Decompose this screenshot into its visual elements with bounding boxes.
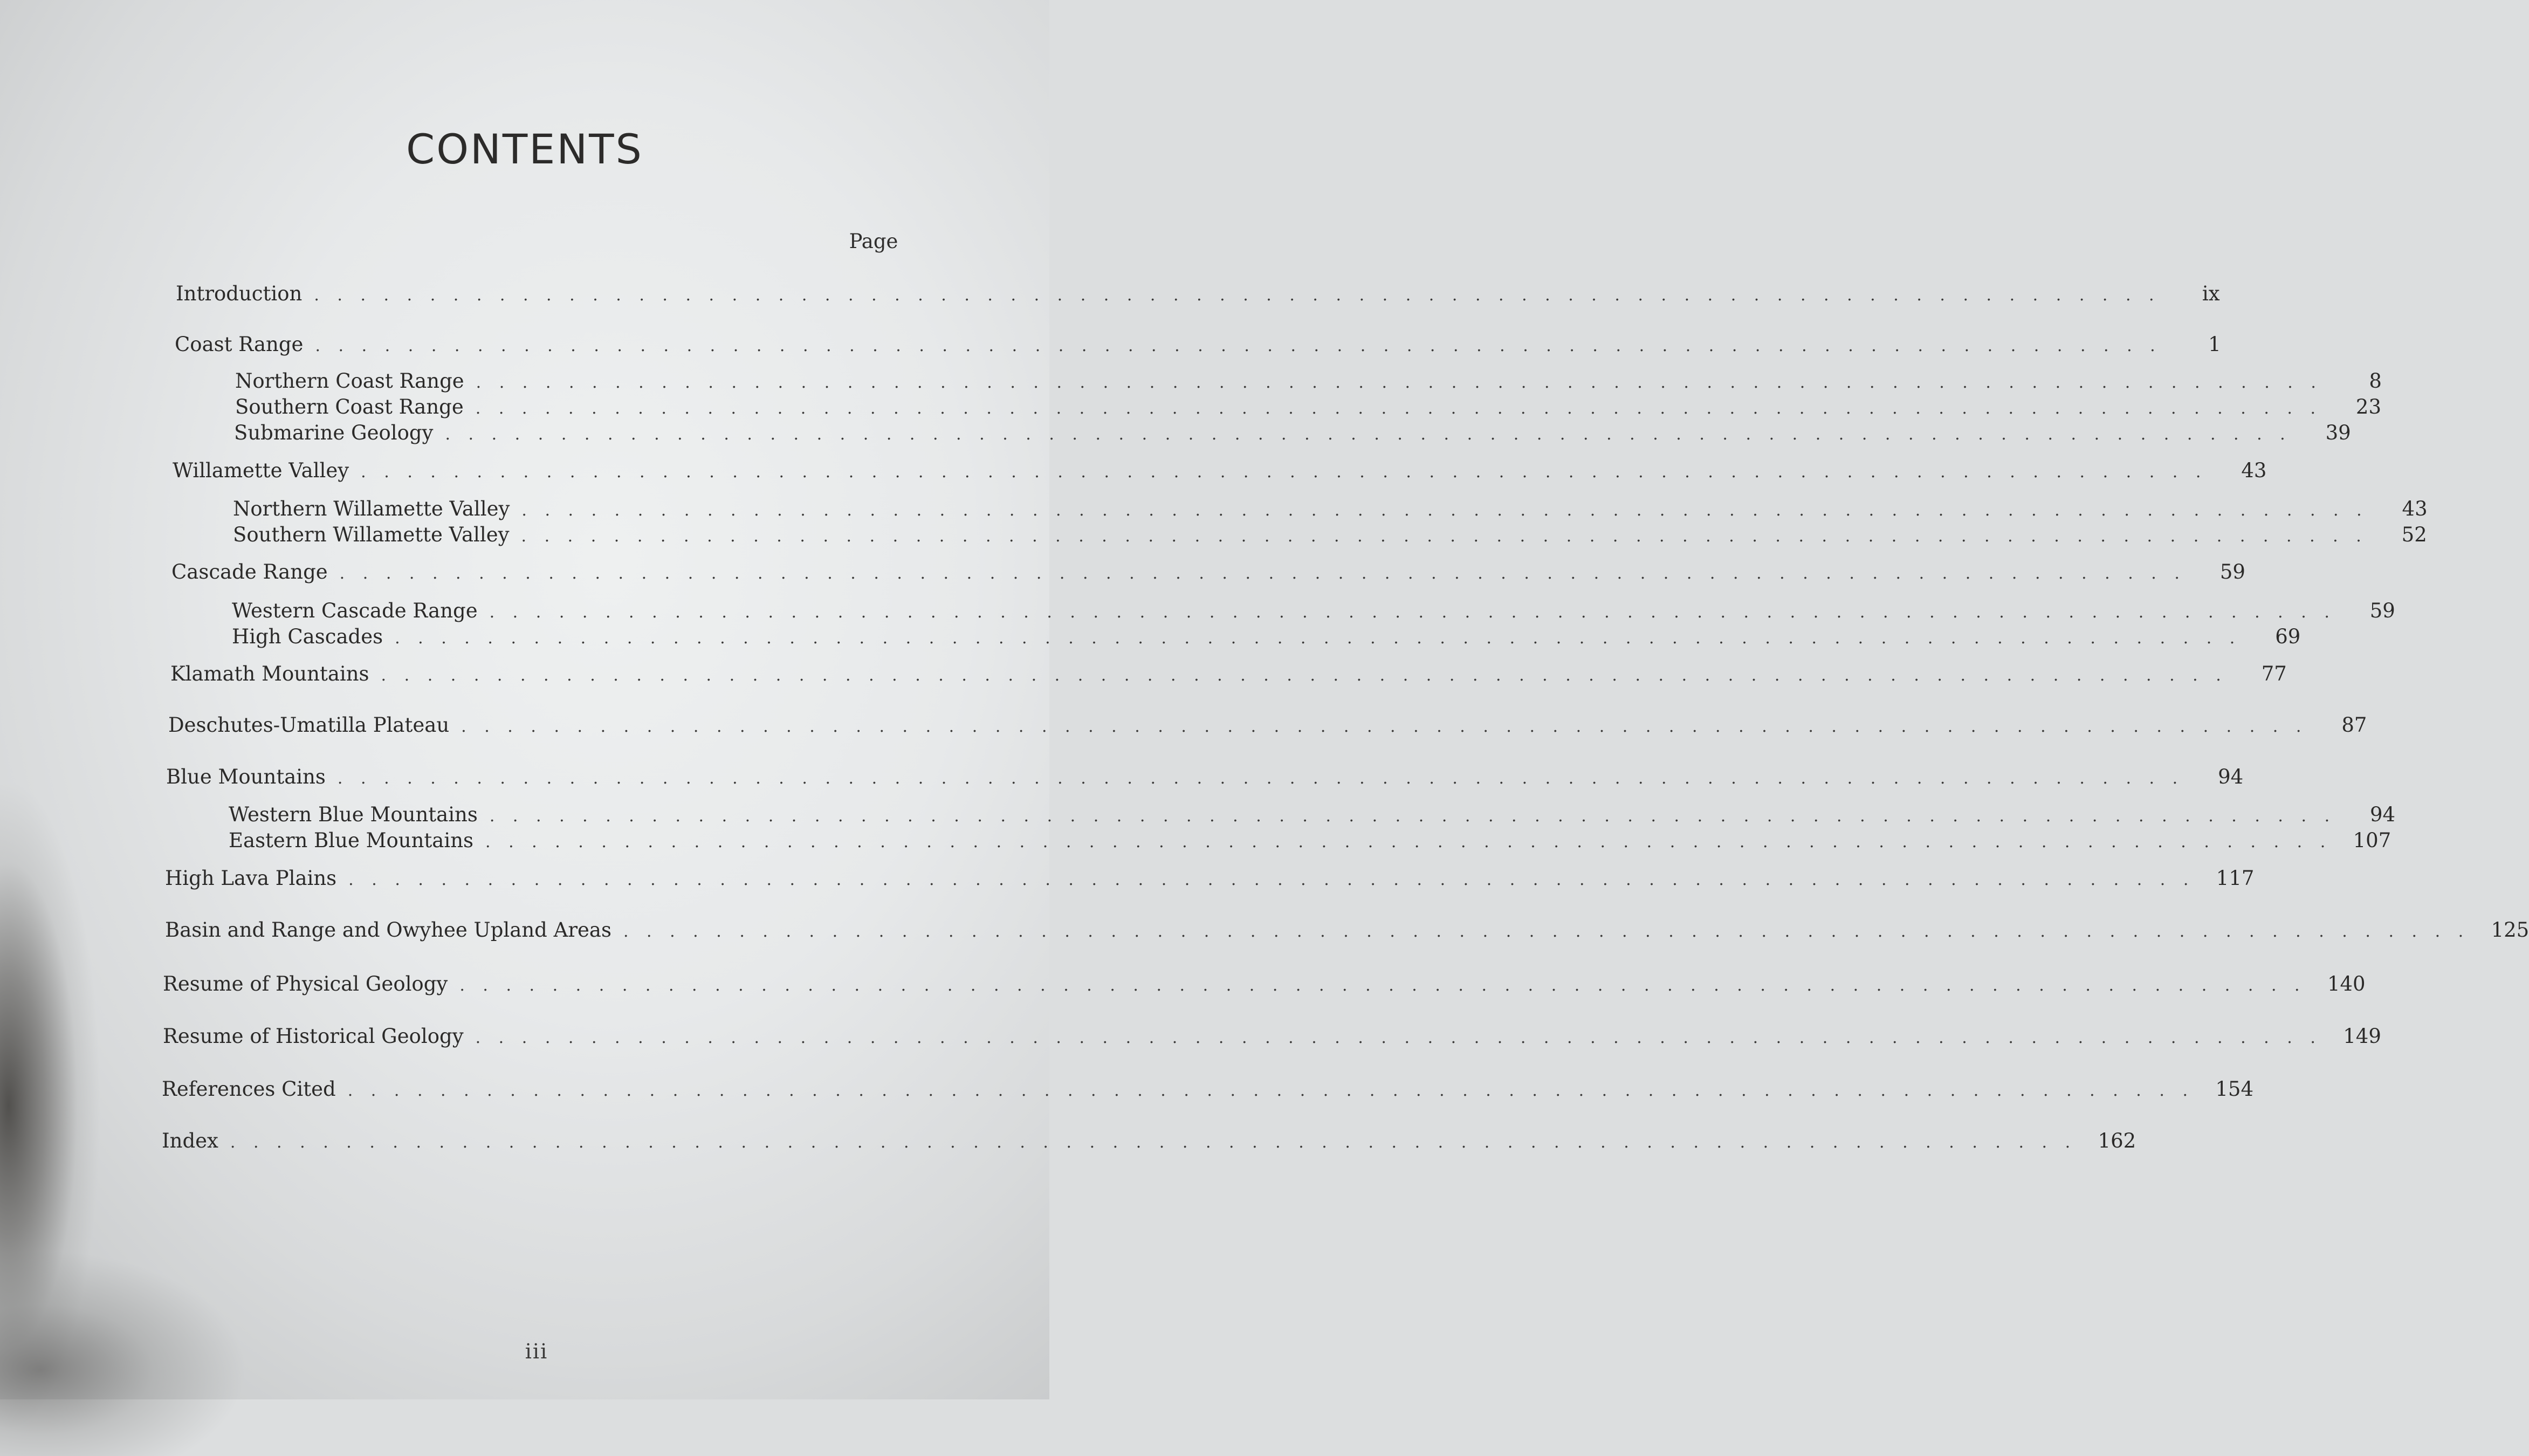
toc-entry-page: 107 (2353, 829, 2391, 852)
toc-entry-title: Eastern Blue Mountains (229, 829, 474, 852)
page-column-label: Page (849, 230, 898, 253)
toc-entry-page: 59 (2219, 560, 2245, 583)
toc-entry-page: 77 (2261, 662, 2287, 685)
toc-entry-title: High Lava Plains (165, 867, 337, 890)
dot-leader: . . . . . . . . . . . . . . . . . . . . . . . . . . . . . . . . . . . . . . . . . . . . . . . . . . . . . . . . . . . . . . . . . . . . . . . . . . . . . . . . (230, 1133, 2077, 1152)
toc-entry (163, 972, 2366, 999)
toc-entry-title: Deschutes-Umatilla Plateau (168, 713, 450, 737)
toc-entry (170, 662, 2287, 689)
toc-entry-title: Resume of Historical Geology (163, 1025, 464, 1048)
toc-entry-page: 154 (2215, 1077, 2253, 1101)
toc-entry-page: 59 (2369, 599, 2395, 622)
toc-entry-page: 52 (2401, 523, 2427, 546)
dot-leader: . . . . . . . . . . . . . . . . . . . . . . . . . . . . . . . . . . . . . . . . . . . . . . . . . . . . . . . . . . . . . . . . . . . . . . . . . . . . . . . . (315, 336, 2162, 355)
dot-leader: . . . . . . . . . . . . . . . . . . . . . . . . . . . . . . . . . . . . . . . . . . . . . . . . . . . . . . . . . . . . . . . . . . . . . . . . . . . . . . . . (337, 769, 2184, 788)
dot-leader: . . . . . . . . . . . . . . . . . . . . . . . . . . . . . . . . . . . . . . . . . . . . . . . . . . . . . . . . . . . . . . . . . . . . . . . . . . . . . . . . (314, 286, 2161, 305)
toc-entry (232, 599, 2395, 626)
toc-entry (166, 765, 2244, 792)
dot-leader: . . . . . . . . . . . . . . . . . . . . . . . . . . . . . . . . . . . . . . . . . . . . . . . . . . . . . . . . . . . . . . . . . . . . . . . . . . . . . . . . (461, 717, 2308, 736)
toc-entry (233, 523, 2427, 550)
toc-entry (233, 497, 2428, 524)
toc-entry-title: Western Cascade Range (232, 599, 478, 622)
toc-entry (165, 867, 2255, 894)
toc-entry (163, 1025, 2381, 1052)
toc-entry (229, 803, 2396, 830)
toc-entry-title: Western Blue Mountains (229, 803, 478, 826)
toc-entry-title: Introduction (176, 282, 303, 305)
toc-entry-page: 39 (2325, 421, 2351, 444)
toc-entry-page: 87 (2341, 713, 2367, 737)
toc-entry-title: High Cascades (232, 625, 383, 648)
toc-entry (235, 369, 2382, 396)
toc-entry-page: 8 (2369, 369, 2382, 393)
toc-entry-page: 1 (2208, 333, 2221, 356)
page-number: iii (525, 1340, 548, 1363)
toc-entry (235, 395, 2382, 422)
toc-entry-page: 162 (2098, 1129, 2136, 1152)
dot-leader: . . . . . . . . . . . . . . . . . . . . . . . . . . . . . . . . . . . . . . . . . . . . . . . . . . . . . . . . . . . . . . . . . . . . . . . . . . . . . . . . (489, 603, 2336, 622)
dot-leader: . . . . . . . . . . . . . . . . . . . . . . . . . . . . . . . . . . . . . . . . . . . . . . . . . . . . . . . . . . . . . . . . . . . . . . . . . . . . . . . . (459, 976, 2306, 995)
toc-entry-page: 149 (2343, 1025, 2381, 1048)
toc-entry (234, 421, 2351, 448)
toc-entry (176, 282, 2220, 309)
dot-leader: . . . . . . . . . . . . . . . . . . . . . . . . . . . . . . . . . . . . . . . . . . . . . . . . . . . . . . . . . . . . . . . . . . . . . . . . . . . . . . . . (395, 629, 2242, 648)
toc-entry-page: 117 (2216, 867, 2255, 890)
toc-entry-title: Cascade Range (171, 560, 328, 583)
dot-leader: . . . . . . . . . . . . . . . . . . . . . . . . . . . . . . . . . . . . . . . . . . . . . . . . . . . . . . . . . . . . . . . . . . . . . . . . . . . . . . . . (445, 425, 2292, 444)
toc-entry-page: ix (2202, 282, 2220, 305)
toc-entry-title: Resume of Physical Geology (163, 972, 448, 995)
dot-leader: . . . . . . . . . . . . . . . . . . . . . . . . . . . . . . . . . . . . . . . . . . . . . . . . . . . . . . . . . . . . . . . . . . . . . . . . . . . . . . . . (476, 373, 2322, 392)
toc-entry (232, 625, 2301, 652)
toc-entry (175, 333, 2221, 360)
toc-entry (162, 1129, 2136, 1156)
toc-entry-title: Northern Coast Range (235, 369, 464, 393)
toc-entry-title: Southern Coast Range (235, 395, 464, 418)
toc-entry-page: 125 (2491, 918, 2529, 942)
toc-entry-page: 94 (2218, 765, 2244, 788)
dot-leader: . . . . . . . . . . . . . . . . . . . . . . . . . . . . . . . . . . . . . . . . . . . . . . . . . . . . . . . . . . . . . . . . . . . . . . . . . . . . . . . . (381, 666, 2228, 685)
toc-entry-title: Coast Range (175, 333, 304, 356)
page-title: CONTENTS (406, 125, 643, 173)
toc-entry (162, 1077, 2253, 1104)
dot-leader: . . . . . . . . . . . . . . . . . . . . . . . . . . . . . . . . . . . . . . . . . . . . . . . . . . . . . . . . . . . . . . . . . . . . . . . . . . . . . . . . (521, 527, 2368, 546)
dot-leader: . . . . . . . . . . . . . . . . . . . . . . . . . . . . . . . . . . . . . . . . . . . . . . . . . . . . . . . . . . . . . . . . . . . . . . . . . . . . . . . . (361, 463, 2208, 482)
toc-entry-title: Blue Mountains (166, 765, 326, 788)
dot-leader: . . . . . . . . . . . . . . . . . . . . . . . . . . . . . . . . . . . . . . . . . . . . . . . . . . . . . . . . . . . . . . . . . . . . . . . . . . . . . . . . (347, 1081, 2194, 1100)
toc-entry (168, 713, 2367, 740)
toc-entry-title: Index (162, 1129, 218, 1152)
dot-leader: . . . . . . . . . . . . . . . . . . . . . . . . . . . . . . . . . . . . . . . . . . . . . . . . . . . . . . . . . . . . . . . . . . . . . . . . . . . . . . . . (489, 807, 2336, 826)
toc-entry-title: Southern Willamette Valley (233, 523, 510, 546)
toc-entry (165, 918, 2529, 945)
dot-leader: . . . . . . . . . . . . . . . . . . . . . . . . . . . . . . . . . . . . . . . . . . . . . . . . . . . . . . . . . . . . . . . . . . . . . . . . . . . . . . . . (475, 399, 2322, 418)
toc-entry-title: References Cited (162, 1077, 336, 1101)
toc-entry-title: Willamette Valley (173, 459, 349, 482)
dot-leader: . . . . . . . . . . . . . . . . . . . . . . . . . . . . . . . . . . . . . . . . . . . . . . . . . . . . . . . . . . . . . . . . . . . . . . . . . . . . . . . . (623, 922, 2470, 941)
toc-entry-title: Basin and Range and Owyhee Upland Areas (165, 918, 611, 942)
toc-entry-page: 94 (2370, 803, 2396, 826)
toc-entry (229, 829, 2391, 856)
toc-entry-page: 69 (2275, 625, 2301, 648)
toc-entry-page: 43 (2241, 459, 2267, 482)
dot-leader: . . . . . . . . . . . . . . . . . . . . . . . . . . . . . . . . . . . . . . . . . . . . . . . . . . . . . . . . . . . . . . . . . . . . . . . . . . . . . . . . (475, 1028, 2322, 1047)
toc-entry-title: Klamath Mountains (170, 662, 369, 685)
toc-entry-page: 23 (2355, 395, 2382, 418)
toc-entry-page: 43 (2402, 497, 2428, 520)
toc-entry (171, 560, 2245, 587)
dot-leader: . . . . . . . . . . . . . . . . . . . . . . . . . . . . . . . . . . . . . . . . . . . . . . . . . . . . . . . . . . . . . . . . . . . . . . . . . . . . . . . . (485, 833, 2332, 851)
toc-entry (173, 459, 2267, 486)
dot-leader: . . . . . . . . . . . . . . . . . . . . . . . . . . . . . . . . . . . . . . . . . . . . . . . . . . . . . . . . . . . . . . . . . . . . . . . . . . . . . . . . (348, 870, 2195, 889)
toc-entry-title: Submarine Geology (234, 421, 434, 444)
dot-leader: . . . . . . . . . . . . . . . . . . . . . . . . . . . . . . . . . . . . . . . . . . . . . . . . . . . . . . . . . . . . . . . . . . . . . . . . . . . . . . . . (521, 501, 2368, 520)
toc-entry-page: 140 (2327, 972, 2366, 995)
toc-entry-title: Northern Willamette Valley (233, 497, 510, 520)
dot-leader: . . . . . . . . . . . . . . . . . . . . . . . . . . . . . . . . . . . . . . . . . . . . . . . . . . . . . . . . . . . . . . . . . . . . . . . . . . . . . . . . (339, 564, 2186, 583)
